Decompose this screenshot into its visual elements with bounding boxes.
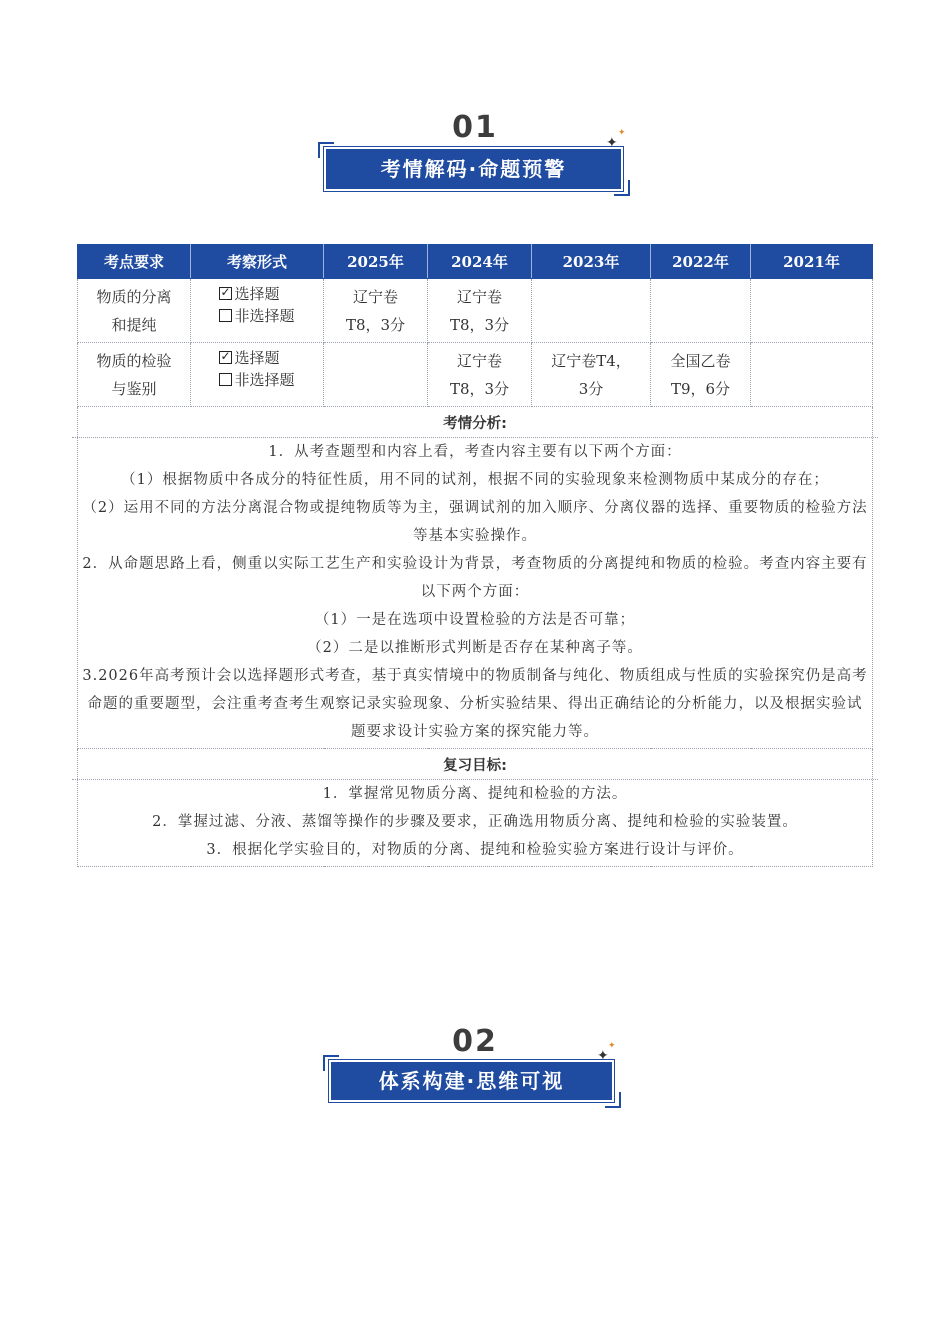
column-header: 2024年 <box>428 245 532 279</box>
bracket-right <box>614 180 630 196</box>
analysis-line: （1）一是在选项中设置检验的方法是否可靠； <box>314 612 636 628</box>
analysis-line: 1．从考查题型和内容上看，考查内容主要有以下两个方面： <box>268 444 682 460</box>
column-header: 2022年 <box>651 245 751 279</box>
goals-row <box>78 749 873 867</box>
section-title: 体系构建·思维可视 <box>331 1062 612 1100</box>
choice-checkbox: ✓选择题 <box>219 283 294 305</box>
unchecked-box-icon <box>219 373 232 386</box>
section-title: 考情解码·命题预警 <box>326 149 621 189</box>
sparkle-icon: ✦ <box>618 128 626 138</box>
year-cell: 辽宁卷 T8，3分 <box>324 279 428 343</box>
analysis-line: 3.2026年高考预计会以选择题形式考查，基于真实情境中的物质制备与纯化、物质组成与性质的实验探究仍是高考命题的重要题型，会注重考查考生观察记录实验现象、分析实验结果、得出正确结论的分析能力，以及根据实验试题要求设计实验方案的探究能力等。 <box>82 668 868 740</box>
topic-cell: 物质的分离 和提纯 <box>78 279 191 343</box>
goal-line: 1．掌握常见物质分离、提纯和检验的方法。 <box>322 786 628 802</box>
table-row <box>78 279 873 343</box>
year-cell <box>324 343 428 407</box>
goals-heading: 复习目标: <box>72 753 878 780</box>
choice-checkbox: ✓选择题 <box>219 347 294 369</box>
sparkle-icon: ✦ <box>606 135 618 151</box>
exam-analysis-table <box>77 244 873 867</box>
column-header: 2023年 <box>532 245 651 279</box>
year-cell <box>751 343 873 407</box>
year-cell <box>532 279 651 343</box>
column-header: 2021年 <box>751 245 873 279</box>
column-header: 2025年 <box>324 245 428 279</box>
year-cell <box>651 279 751 343</box>
checked-box-icon <box>219 287 232 300</box>
analysis-row <box>78 407 873 749</box>
analysis-line: （2）二是以推断形式判断是否存在某种离子等。 <box>307 640 643 656</box>
section-number: 02 <box>452 1024 498 1059</box>
form-cell <box>191 343 324 407</box>
year-cell: 辽宁卷 T8，3分 <box>428 343 532 407</box>
analysis-line: 2．从命题思路上看，侧重以实际工艺生产和实验设计为背景，考查物质的分离提纯和物质的检验。考查内容主要有以下两个方面： <box>82 556 868 600</box>
year-cell <box>751 279 873 343</box>
unchecked-box-icon <box>219 309 232 322</box>
non-choice-checkbox: 非选择题 <box>219 369 294 391</box>
analysis-cell <box>78 407 873 749</box>
goals-cell <box>78 749 873 867</box>
table-header-row <box>78 245 873 279</box>
goal-line: 2．掌握过滤、分液、蒸馏等操作的步骤及要求，正确选用物质分离、提纯和检验的实验装置。 <box>152 814 798 830</box>
form-cell <box>191 279 324 343</box>
table-row <box>78 343 873 407</box>
analysis-line: （2）运用不同的方法分离混合物或提纯物质等为主，强调试剂的加入顺序、分离仪器的选择、重要物质的检验方法等基本实验操作。 <box>82 500 868 544</box>
sparkle-icon: ✦ <box>608 1041 616 1051</box>
bracket-right <box>605 1092 621 1108</box>
sparkle-icon: ✦ <box>597 1048 609 1064</box>
goal-line: 3．根据化学实验目的，对物质的分离、提纯和检验实验方案进行设计与评价。 <box>206 842 744 858</box>
section-number: 01 <box>452 110 498 145</box>
year-cell: 全国乙卷 T9，6分 <box>651 343 751 407</box>
column-header: 考点要求 <box>78 245 191 279</box>
column-header: 考察形式 <box>191 245 324 279</box>
year-cell: 辽宁卷 T8，3分 <box>428 279 532 343</box>
year-cell: 辽宁卷T4， 3分 <box>532 343 651 407</box>
checked-box-icon <box>219 351 232 364</box>
non-choice-checkbox: 非选择题 <box>219 305 294 327</box>
topic-cell: 物质的检验 与鉴别 <box>78 343 191 407</box>
analysis-line: （1）根据物质中各成分的特征性质，用不同的试剂，根据不同的实验现象来检测物质中某成分的存在； <box>121 472 829 488</box>
analysis-heading: 考情分析: <box>72 411 878 438</box>
